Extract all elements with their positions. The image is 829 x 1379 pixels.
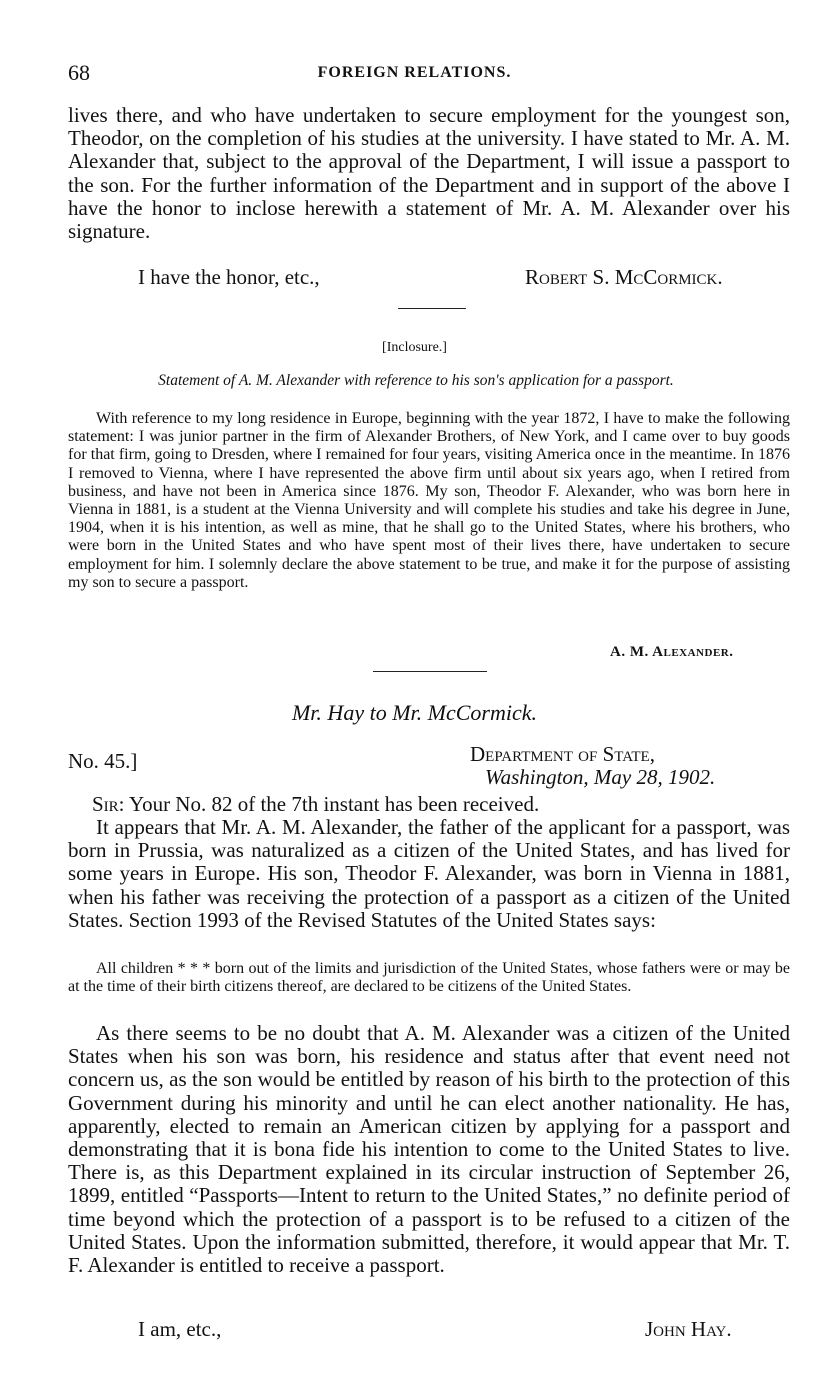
letter1-signature: Robert S. McCormick. [525,265,723,289]
salutation: Sir: [92,792,125,816]
letter2-para1-text: Your No. 82 of the 7th instant has been received. [129,792,540,816]
letter2-heading: Mr. Hay to Mr. McCormick. [291,700,538,725]
letter2-para1 [92,793,790,816]
dateline-office: Department of State, [470,742,655,766]
letter2-para2: It appears that Mr. A. M. Alexander, the father of the applicant for a passport, was born in Prussia, was naturalized as a citizen of the United States, and has lived for some years in Europe. His son, Theodor F. Alexander, was born in Vienna in 1881, when his father was receiving the protection of a passport as a citizen of the United States. Section 1993 of the Revised Statutes of the United States says: [68,815,790,932]
inclosure-label: [Inclosure.] [382,340,447,355]
letter2-signature: John Hay. [645,1317,732,1341]
letter1-closing: I have the honor, etc., [138,265,320,289]
dateline-place-date: Washington, May 28, 1902. [485,765,716,789]
inclosure-signature: A. M. Alexander. [610,644,734,660]
running-title: FOREIGN RELATIONS. [317,64,512,81]
page-number: 68 [68,60,90,85]
section-divider-2 [373,671,487,672]
inclosure-body: With reference to my long residence in Europe, beginning with the year 1872, I have to make the following statement: I was junior partner in the firm of Alexander Brothers, of New York, and I came over to buy goods for that firm, going to Dresden, where I remained for four years, visiting America once in the meantime. In 1876 I removed to Vienna, where I have represented the above firm until about six years ago, when I retired from business, and have not been in America since 1876. My son, Theodor F. Alexander, who was born here in Vienna in 1881, is a student at the Vienna University and will complete his studies and take his degree in June, 1904, when it is his intention, as well as mine, that he shall go to the United States, where his brothers, who were born in the United States and who have spent most of their lives there, have undertaken to secure employment for him. I solemnly declare the above statement to be true, and make it for the purpose of assisting my son to secure a passport. [68,410,790,591]
letter1-continuation: lives there, and who have undertaken to secure employment for the youngest son, Theodor, on the completion of his studies at the university. I have stated to Mr. A. M. Alexander that, subject to the approval of the Department, I will issue a passport to the son. For the further information of the Department and in support of the above I have the honor to inclose herewith a statement of Mr. A. M. Alexander over his signature. [68,103,790,244]
letter2-closing: I am, etc., [138,1317,222,1341]
section-divider [398,308,466,309]
dispatch-number: No. 45.] [68,749,138,773]
inclosure-title: Statement of A. M. Alexander with reference to his son's application for a passport. [158,372,674,389]
letter2-para3: As there seems to be no doubt that A. M. Alexander was a citizen of the United States when his son was born, his residence and status after that event need not concern us, as the son would be entitled by reason of his birth to the protection of this Government during his minority and until he can elect another nationality. He has, apparently, elected to remain an American citizen by applying for a passport and demonstrating that it is bona fide his intention to come to the United States to live. There is, as this Department explained in its circular instruction of September 26, 1899, entitled “Passports—Intent to return to the United States,” no definite period of time beyond which the protection of a passport is to be refused to a citizen of the United States. Upon the information submitted, therefore, it would appear that Mr. T. F. Alexander is entitled to receive a passport. [68,1021,790,1278]
statute-quote: All children * * * born out of the limits and jurisdiction of the United States, whose fathers were or may be at the time of their birth citizens thereof, are declared to be citizens of the United States. [68,960,790,996]
